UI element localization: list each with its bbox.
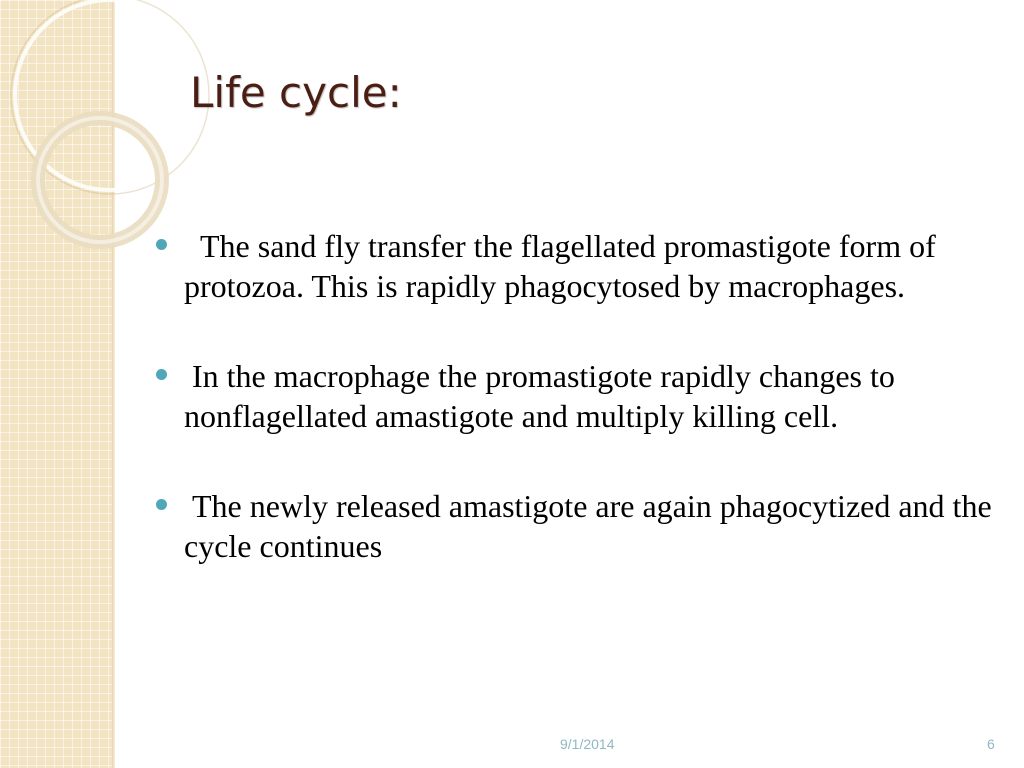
bullet-dot-icon <box>156 239 167 250</box>
bullet-item <box>184 356 1004 436</box>
footer-date: 9/1/2014 <box>560 736 615 752</box>
bullet-text: The sand fly transfer the flagellated promastigote form of protozoa. This is rapidly phagocytosed by macrophages. <box>184 228 944 304</box>
slide-title: Life cycle: <box>190 68 402 117</box>
ring-small-highlight <box>38 118 162 242</box>
decorative-rings <box>0 0 140 260</box>
bullet-text: The newly released amastigote are again phagocytized and the cycle continues <box>184 488 1000 564</box>
bullet-text: In the macrophage the promastigote rapidly changes to nonflagellated amastigote and multiply killing cell. <box>184 358 903 434</box>
bullet-list <box>184 226 1004 616</box>
footer-page-number: 6 <box>987 736 995 752</box>
bullet-dot-icon <box>156 499 167 510</box>
bullet-dot-icon <box>156 369 167 380</box>
bullet-item <box>184 486 1004 566</box>
bullet-item <box>184 226 1004 306</box>
